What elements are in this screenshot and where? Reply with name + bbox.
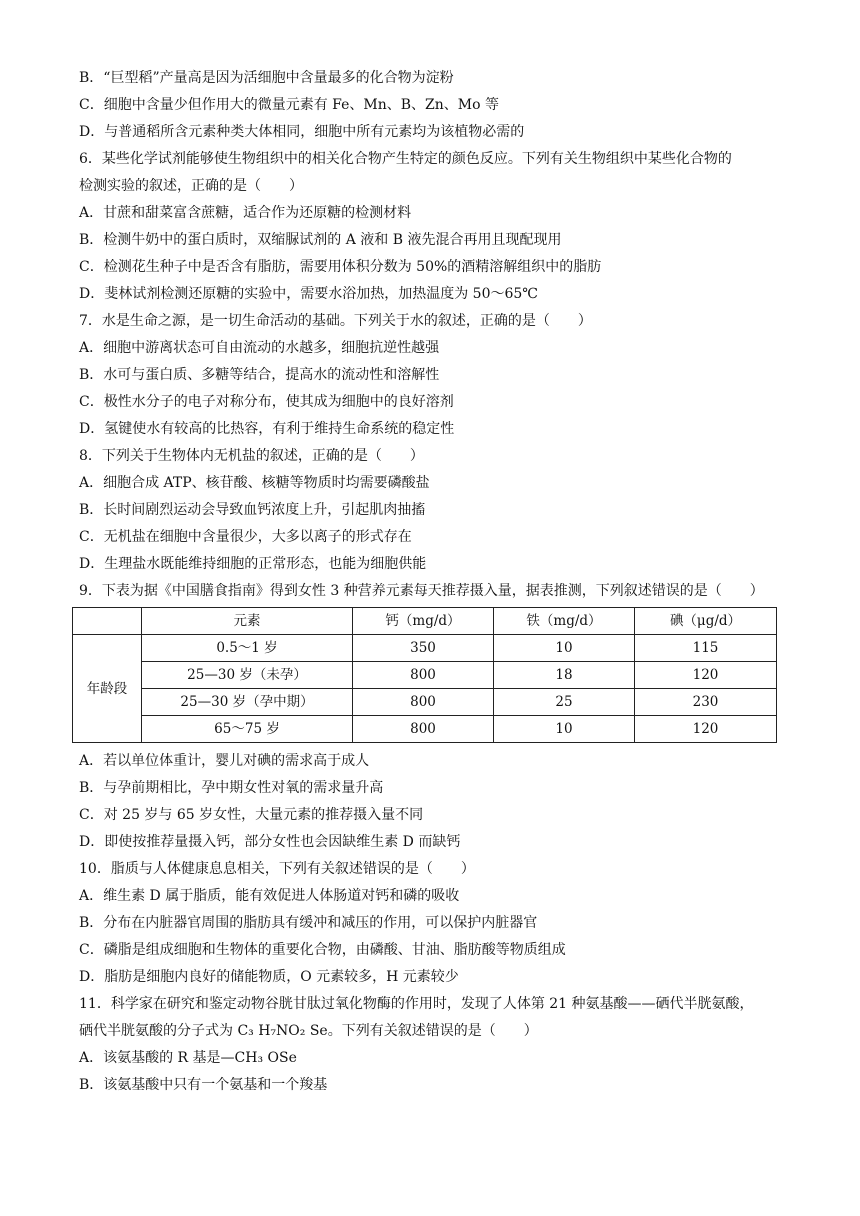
q10-stem: 10．脂质与人体健康息息相关，下列有关叙述错误的是（ ） xyxy=(79,861,475,877)
q10-option-c: C．磷脂是组成细胞和生物体的重要化合物，由磷酸、甘油、脂肪酸等物质组成 xyxy=(79,942,566,958)
q9-stem: 9．下表为据《中国膳食指南》得到女性 3 种营养元素每天推荐摄入量，据表推测，下列叙述错误的是（ ） xyxy=(79,583,764,599)
table-header-cell: 铁（mg/d） xyxy=(494,608,635,635)
table-cell: 350 xyxy=(353,635,494,662)
q8-option-c: C．无机盐在细胞中含量很少，大多以离子的形式存在 xyxy=(79,529,412,545)
q5-option-b: B．“巨型稻”产量高是因为活细胞中含量最多的化合物为淀粉 xyxy=(79,70,454,86)
table-cell: 0.5～1 岁 xyxy=(142,635,353,662)
q6-option-a: A．甘蔗和甜菜富含蔗糖，适合作为还原糖的检测材料 xyxy=(79,205,412,221)
q7-stem: 7．水是生命之源，是一切生命活动的基础。下列关于水的叙述，正确的是（ ） xyxy=(79,313,592,329)
table-cell: 120 xyxy=(635,716,777,743)
table-row xyxy=(73,689,777,716)
q7-option-d: D．氢键使水有较高的比热容，有利于维持生命系统的稳定性 xyxy=(79,421,455,437)
table-header-cell: 碘（μg/d） xyxy=(635,608,777,635)
table-cell: 800 xyxy=(353,662,494,689)
table-cell: 120 xyxy=(635,662,777,689)
q7-option-c: C．极性水分子的电子对称分布，使其成为细胞中的良好溶剂 xyxy=(79,394,454,410)
q11-option-b: B．该氨基酸中只有一个氨基和一个羧基 xyxy=(79,1077,328,1093)
table-cell: 10 xyxy=(494,716,635,743)
q9-option-c: C．对 25 岁与 65 岁女性，大量元素的推荐摄入量不同 xyxy=(79,807,424,823)
q8-stem: 8．下列关于生物体内无机盐的叙述，正确的是（ ） xyxy=(79,448,424,464)
q6-option-d: D．斐林试剂检测还原糖的实验中，需要水浴加热，加热温度为 50～65℃ xyxy=(79,286,538,302)
q9-option-a: A．若以单位体重计，婴儿对碘的需求高于成人 xyxy=(79,753,370,769)
q7-option-b: B．水可与蛋白质、多糖等结合，提高水的流动性和溶解性 xyxy=(79,367,440,383)
q6-stem-line2: 检测实验的叙述，正确的是（ ） xyxy=(79,178,303,194)
q8-option-b: B．长时间剧烈运动会导致血钙浓度上升，引起肌肉抽搐 xyxy=(79,502,426,518)
table-header-cell: 元素 xyxy=(142,608,353,635)
q7-option-a: A．细胞中游离状态可自由流动的水越多，细胞抗逆性越强 xyxy=(79,340,440,356)
q5-option-d: D．与普通稻所含元素种类大体相同，细胞中所有元素均为该植物必需的 xyxy=(79,124,525,140)
q6-option-c: C．检测花生种子中是否含有脂肪，需要用体积分数为 50%的酒精溶解组织中的脂肪 xyxy=(79,259,602,275)
q6-option-b: B．检测牛奶中的蛋白质时，双缩脲试剂的 A 液和 B 液先混合再用且现配现用 xyxy=(79,232,562,248)
q9-option-d: D．即使按推荐量摄入钙，部分女性也会因缺维生素 D 而缺钙 xyxy=(79,834,461,850)
table-cell: 800 xyxy=(353,716,494,743)
q10-option-d: D．脂肪是细胞内良好的储能物质，O 元素较多，H 元素较少 xyxy=(79,969,459,985)
table-cell: 10 xyxy=(494,635,635,662)
q10-option-a: A．维生素 D 属于脂质，能有效促进人体肠道对钙和磷的吸收 xyxy=(79,888,460,904)
table-cell: 230 xyxy=(635,689,777,716)
q10-option-b: B．分布在内脏器官周围的脂肪具有缓冲和减压的作用，可以保护内脏器官 xyxy=(79,915,538,931)
table-cell: 25—30 岁（未孕） xyxy=(142,662,353,689)
table-cell: 800 xyxy=(353,689,494,716)
q11-stem-line1: 11．科学家在研究和鉴定动物谷胱甘肽过氧化物酶的作用时，发现了人体第 21 种氨基酸——硒代半胱氨酸， xyxy=(79,996,754,1012)
table-cell: 25 xyxy=(494,689,635,716)
q8-option-a: A．细胞合成 ATP、核苷酸、核糖等物质时均需要磷酸盐 xyxy=(79,475,430,491)
table-cell: 65～75 岁 xyxy=(142,716,353,743)
table-row xyxy=(73,716,777,743)
age-group-label: 年龄段 xyxy=(73,635,142,743)
table-cell: 115 xyxy=(635,635,777,662)
table-cell: 25—30 岁（孕中期） xyxy=(142,689,353,716)
nutrient-table xyxy=(72,607,777,743)
table-row xyxy=(73,662,777,689)
q5-option-c: C．细胞中含量少但作用大的微量元素有 Fe、Mn、B、Zn、Mo 等 xyxy=(79,97,499,113)
table-cell: 18 xyxy=(494,662,635,689)
table-header-cell: 钙（mg/d） xyxy=(353,608,494,635)
q9-option-b: B．与孕前期相比，孕中期女性对氧的需求量升高 xyxy=(79,780,384,796)
table-row xyxy=(73,635,777,662)
q8-option-d: D．生理盐水既能维持细胞的正常形态，也能为细胞供能 xyxy=(79,556,427,572)
q11-stem-line2: 硒代半胱氨酸的分子式为 C₃ H₇NO₂ Se。下列有关叙述错误的是（ ） xyxy=(79,1023,538,1039)
q11-option-a: A．该氨基酸的 R 基是—CH₃ OSe xyxy=(79,1050,297,1066)
table-header-row xyxy=(73,608,777,635)
q6-stem-line1: 6．某些化学试剂能够使生物组织中的相关化合物产生特定的颜色反应。下列有关生物组织中某些化合物的 xyxy=(79,151,732,167)
table-corner-cell xyxy=(73,608,142,635)
